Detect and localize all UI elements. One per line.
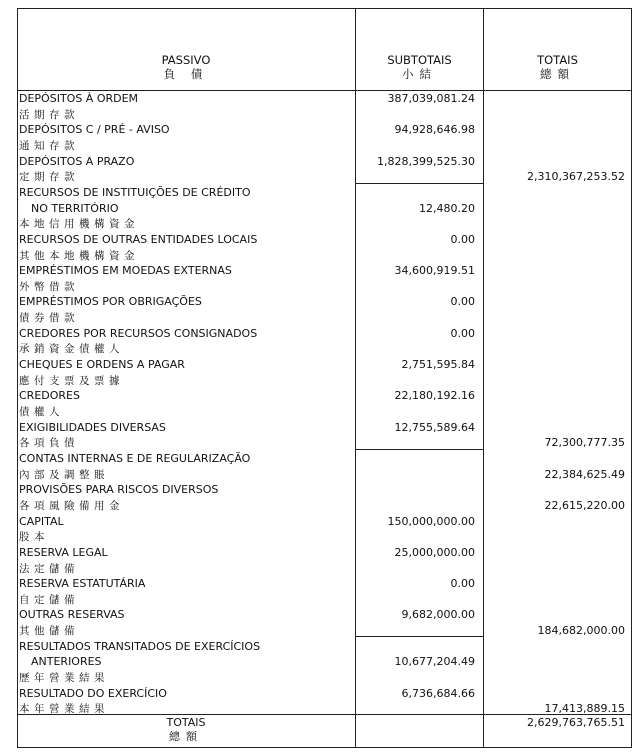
row-subtotal: 10,677,204.49 <box>394 655 475 669</box>
row-label-zh: 外幣借款 <box>19 280 79 293</box>
row-label-zh: 自定儲備 <box>19 593 79 606</box>
row-label: RECURSOS DE OUTRAS ENTIDADES LOCAIS <box>19 232 258 246</box>
row-label: EMPRÉSTIMOS EM MOEDAS EXTERNAS <box>19 264 232 278</box>
row-label: RESERVA LEGAL <box>19 545 108 559</box>
row-subtotal: 2,751,595.84 <box>401 358 475 372</box>
row-subtotal: 0.00 <box>450 295 475 309</box>
subtotal-separator <box>355 183 483 184</box>
row-total: 72,300,777.35 <box>544 436 625 450</box>
footer-totais-label: TOTAIS <box>166 716 206 729</box>
row-subtotal: 6,736,684.66 <box>401 686 475 700</box>
row-label-zh: 歷年營業結果 <box>19 672 109 685</box>
row-label-zh: 活期存款 <box>19 108 79 121</box>
header-passivo-zh: 負 債 <box>163 67 209 81</box>
row-label-zh: 法定儲備 <box>19 562 79 575</box>
row-label-zh: 本年營業結果 <box>19 703 109 716</box>
row-subtotal: 0.00 <box>450 326 475 340</box>
header-bottom-border <box>17 90 632 91</box>
right-border <box>631 8 632 748</box>
left-border <box>17 8 18 748</box>
row-label: RESERVA ESTATUTÁRIA <box>19 577 146 591</box>
footer-totais <box>17 716 355 744</box>
row-subtotal: 25,000,000.00 <box>394 545 475 559</box>
header-subtotais-label: SUBTOTAIS <box>387 53 452 67</box>
row-label-zh: 其他儲備 <box>19 625 79 638</box>
row-label: EMPRÉSTIMOS POR OBRIGAÇÕES <box>19 295 202 309</box>
header-passivo-label: PASSIVO <box>161 53 211 67</box>
row-label: DEPÓSITOS C / PRÉ - AVISO <box>19 123 170 137</box>
row-label-continued: NO TERRITÓRIO <box>31 201 119 215</box>
row-label: OUTRAS RESERVAS <box>19 608 125 622</box>
row-label: DEPÓSITOS A PRAZO <box>19 154 135 168</box>
row-label-zh: 內部及調整賬 <box>19 468 109 481</box>
row-label: CHEQUES E ORDENS A PAGAR <box>19 358 185 372</box>
header-totais-zh: 總額 <box>540 67 575 81</box>
col-divider-1 <box>355 8 356 748</box>
row-label-zh: 各項風險備用金 <box>19 499 124 512</box>
row-subtotal: 94,928,646.98 <box>394 123 475 137</box>
row-label: EXIGIBILIDADES DIVERSAS <box>19 420 166 434</box>
row-label-zh: 應付支票及票據 <box>19 374 124 387</box>
row-label: PROVISÕES PARA RISCOS DIVERSOS <box>19 483 219 497</box>
row-label: RESULTADO DO EXERCÍCIO <box>19 686 167 700</box>
col-divider-2 <box>483 8 484 748</box>
row-label: RESULTADOS TRANSITADOS DE EXERCÍCIOS <box>19 639 261 653</box>
row-label: CONTAS INTERNAS E DE REGULARIZAÇÃO <box>19 451 251 465</box>
row-label: CAPITAL <box>19 514 64 528</box>
row-subtotal: 0.00 <box>450 232 475 246</box>
subtotal-separator <box>355 636 483 637</box>
row-label: DEPÓSITOS À ORDEM <box>19 92 139 105</box>
row-label-zh: 債券借款 <box>19 312 79 325</box>
row-label-zh: 本地信用機構資金 <box>19 218 139 231</box>
header-totais-label: TOTAIS <box>537 53 578 67</box>
row-label-zh: 其他本地機構資金 <box>19 249 139 262</box>
row-label-zh: 股本 <box>19 531 49 544</box>
header-totais <box>484 53 631 81</box>
row-total: 17,413,889.15 <box>544 702 625 716</box>
row-subtotal: 12,480.20 <box>419 201 475 215</box>
row-subtotal: 387,039,081.24 <box>387 92 475 105</box>
row-label-continued: ANTERIORES <box>31 655 102 669</box>
row-subtotal: 1,828,399,525.30 <box>377 154 475 168</box>
row-label-zh: 承銷資金債權人 <box>19 343 124 356</box>
row-label-zh: 通知存款 <box>19 139 79 152</box>
row-label: CREDORES <box>19 389 80 403</box>
row-total: 22,615,220.00 <box>544 498 625 512</box>
row-total: 184,682,000.00 <box>537 624 625 638</box>
row-total: 22,384,625.49 <box>544 467 625 481</box>
row-label-zh: 定期存款 <box>19 171 79 184</box>
bottom-border <box>17 747 632 748</box>
row-subtotal: 22,180,192.16 <box>394 389 475 403</box>
row-label-zh: 債權人 <box>19 406 64 418</box>
subtotal-separator <box>355 449 483 450</box>
row-subtotal: 34,600,919.51 <box>394 264 475 278</box>
top-border <box>17 8 632 9</box>
row-total: 2,310,367,253.52 <box>527 170 625 184</box>
row-label: RECURSOS DE INSTITUIÇÕES DE CRÉDITO <box>19 185 251 199</box>
row-subtotal: 9,682,000.00 <box>401 608 475 622</box>
header-subtotais-zh: 小結 <box>402 67 437 81</box>
row-subtotal: 150,000,000.00 <box>387 514 475 528</box>
row-subtotal: 0.00 <box>450 577 475 591</box>
grand-total-value: 2,629,763,765.51 <box>527 716 625 729</box>
row-label-zh: 各項負債 <box>19 437 79 450</box>
header-passivo <box>17 53 355 81</box>
row-subtotal: 12,755,589.64 <box>394 420 475 434</box>
header-subtotais <box>356 53 483 81</box>
row-label: CREDORES POR RECURSOS CONSIGNADOS <box>19 326 258 340</box>
footer-totais-zh: 總額 <box>169 730 203 743</box>
